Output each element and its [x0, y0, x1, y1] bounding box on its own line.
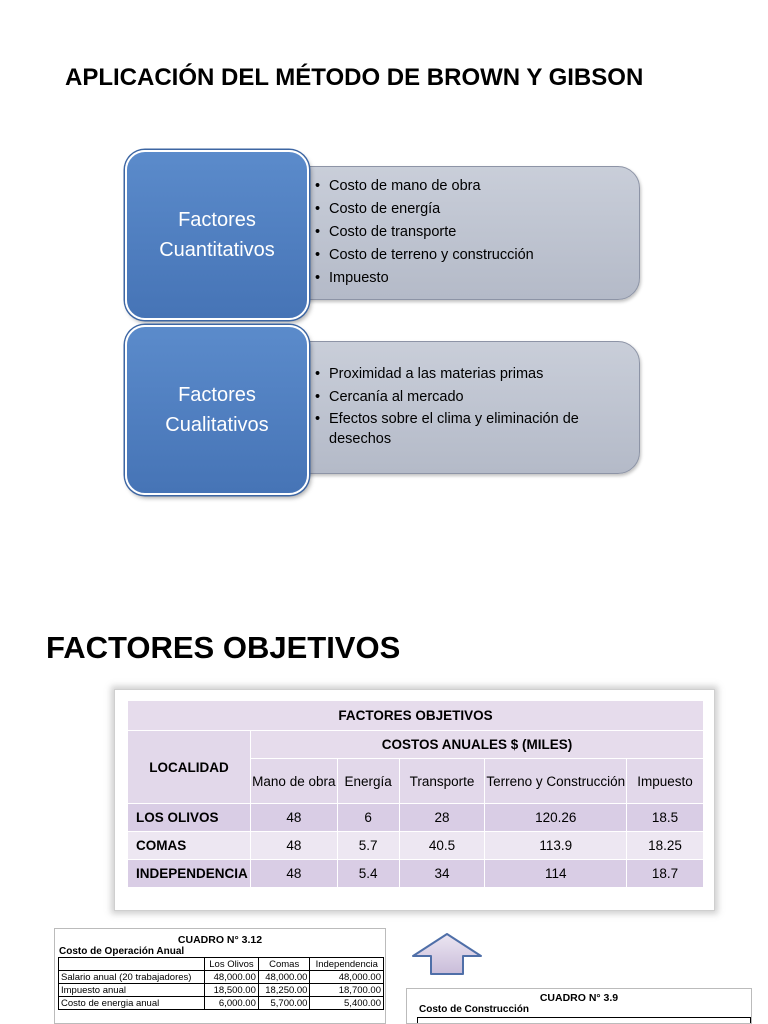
row-label: COMAS [128, 832, 251, 860]
table-row [128, 804, 704, 832]
table-cell: 48 [250, 804, 337, 832]
table-cell: 6 [337, 804, 399, 832]
list-item: • Costo de energía [315, 198, 534, 221]
sheet-subtitle: Costo de Operación Anual [59, 946, 185, 957]
table-cell: 28 [399, 804, 485, 832]
sheet-table [58, 957, 384, 1010]
page-title: APLICACIÓN DEL MÉTODO DE BROWN Y GIBSON [65, 64, 644, 91]
row-label: Costo de energia anual [59, 997, 205, 1010]
table-cell: 18,500.00 [205, 984, 259, 997]
column-header: Independencia [310, 958, 384, 971]
table-cell: 120.26 [485, 804, 627, 832]
column-header: Mano de obra [250, 759, 337, 804]
list-item: • Costo de transporte [315, 221, 534, 244]
sheet-subtitle: Costo de Construcción [419, 1004, 530, 1015]
table-row [59, 958, 384, 971]
column-header: Impuesto [627, 759, 704, 804]
sheet-title: CUADRO N° 3.9 [539, 992, 619, 1004]
table-cell: 5.7 [337, 832, 399, 860]
table-cell: 6,000.00 [205, 997, 259, 1010]
list-item: • Costo de terreno y construcción [315, 244, 534, 267]
factor-label-line2: Cuantitativos [159, 239, 275, 261]
table-cell: 18.25 [627, 832, 704, 860]
table-caption: FACTORES OBJETIVOS [128, 701, 704, 731]
list-item: • Impuesto [315, 267, 534, 290]
table-cell: 113.9 [485, 832, 627, 860]
table-cell: 18,250.00 [258, 984, 310, 997]
factor-items-list [315, 363, 635, 449]
column-header: Transporte [399, 759, 485, 804]
table-row [59, 971, 384, 984]
table-row [128, 832, 704, 860]
table-cell: 48,000.00 [310, 971, 384, 984]
up-arrow-icon [411, 932, 483, 976]
list-item: • Cercanía al mercado [315, 386, 635, 409]
factor-label-box [125, 150, 309, 320]
factor-cualitativos [125, 325, 640, 495]
table-row [128, 860, 704, 888]
table-cell: 40.5 [399, 832, 485, 860]
group-header: COSTOS ANUALES $ (MILES) [250, 731, 703, 759]
factor-items-list [315, 175, 534, 290]
sheet-table-top [417, 1017, 751, 1024]
factor-label-line1: Factores [178, 209, 256, 231]
factor-label-box [125, 325, 309, 495]
table-cell: 48 [250, 860, 337, 888]
cuadro-3-12-sheet [54, 928, 386, 1024]
row-label: LOS OLIVOS [128, 804, 251, 832]
column-header: Comas [258, 958, 310, 971]
row-label: Salario anual (20 trabajadores) [59, 971, 205, 984]
objective-factors-table-frame [114, 689, 715, 911]
table-cell: 5.4 [337, 860, 399, 888]
table-row [59, 997, 384, 1010]
table-cell: 48,000.00 [205, 971, 259, 984]
list-item: • Costo de mano de obra [315, 175, 534, 198]
factor-cuantitativos [125, 150, 640, 320]
list-item: • Efectos sobre el clima y eliminación de desechos [315, 409, 635, 449]
table-cell: 114 [485, 860, 627, 888]
row-label: INDEPENDENCIA [128, 860, 251, 888]
table-cell: 18.7 [627, 860, 704, 888]
objective-factors-table [127, 700, 704, 888]
table-cell: 34 [399, 860, 485, 888]
table-row [59, 984, 384, 997]
row-label: Impuesto anual [59, 984, 205, 997]
factor-label-line2: Cualitativos [165, 414, 269, 436]
table-cell: 48 [250, 832, 337, 860]
table-cell: 5,400.00 [310, 997, 384, 1010]
table-cell: 18,700.00 [310, 984, 384, 997]
section-title: FACTORES OBJETIVOS [46, 630, 401, 665]
factor-label-line1: Factores [178, 384, 256, 406]
table-cell: 48,000.00 [258, 971, 310, 984]
column-header: Energía [337, 759, 399, 804]
table-cell: 5,700.00 [258, 997, 310, 1010]
table-cell [59, 958, 205, 971]
column-header: Terreno y Construcción [485, 759, 627, 804]
cuadro-3-9-sheet [406, 988, 752, 1024]
column-header: Los Olivos [205, 958, 259, 971]
list-item: • Proximidad a las materias primas [315, 363, 635, 386]
table-cell: 18.5 [627, 804, 704, 832]
localidad-header: LOCALIDAD [128, 731, 251, 804]
sheet-title: CUADRO N° 3.12 [177, 934, 263, 946]
